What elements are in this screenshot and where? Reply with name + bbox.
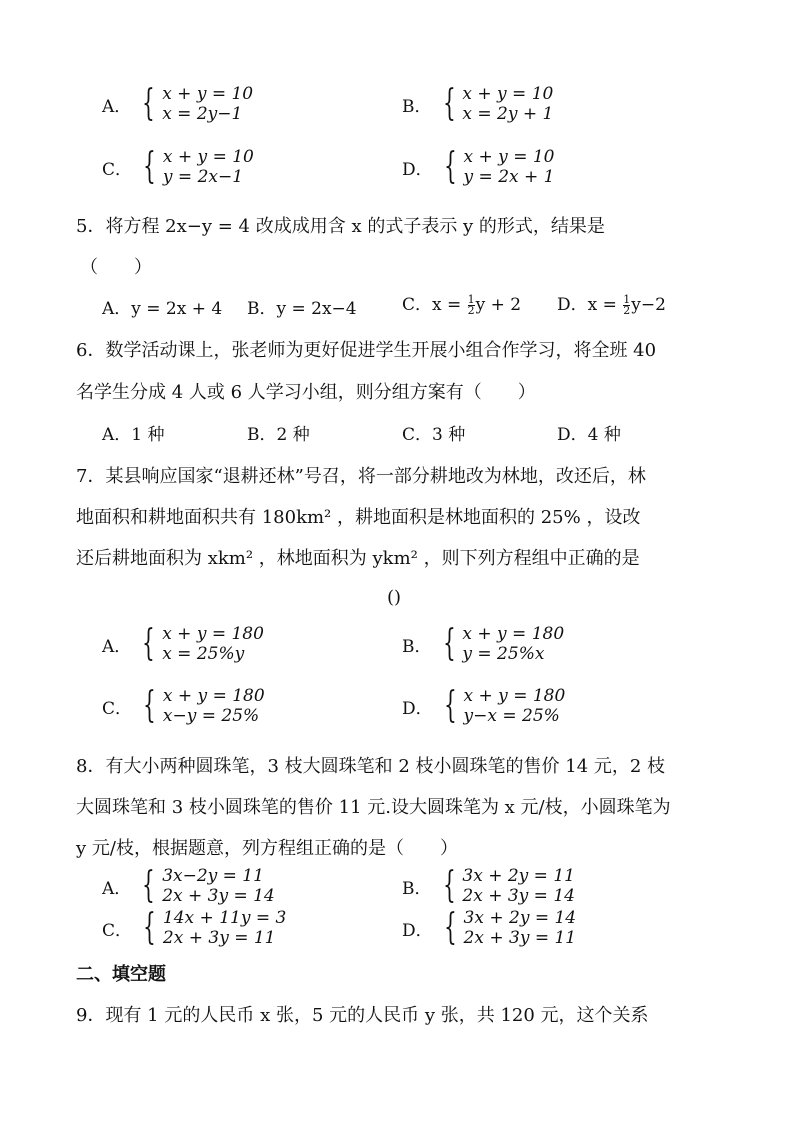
equation: 2x + 3y = 11 xyxy=(162,928,276,948)
equation: x + y = 180 xyxy=(462,624,565,644)
brace: { xyxy=(142,623,156,664)
equation-system xyxy=(462,624,564,664)
q7-option-d xyxy=(402,686,565,726)
option-label: C． xyxy=(102,920,133,941)
option-label: B． xyxy=(402,878,432,899)
option-label: A． xyxy=(102,878,132,899)
brace: { xyxy=(442,83,456,124)
q7-answer-paren: () xyxy=(387,587,402,608)
q8-option-d xyxy=(402,908,576,948)
equation: x−y = 25% xyxy=(162,706,260,726)
brace: { xyxy=(442,865,456,906)
q7-stem-line-1: 7．某县响应国家“退耕还林”号召，将一部分耕地改为林地，改还后，林 xyxy=(76,466,646,487)
q6-stem-line-1: 6．数学活动课上，张老师为更好促进学生开展小组合作学习，将全班 40 xyxy=(76,340,657,361)
q6-stem-line-2: 名学生分成 4 人或 6 人学习小组，则分组方案有（ ） xyxy=(76,382,536,403)
q5-option-b: B．y = 2x−4 xyxy=(247,299,357,319)
brace: { xyxy=(143,685,156,726)
equation: 14x + 11y = 3 xyxy=(162,908,287,928)
denominator: 2 xyxy=(623,304,631,317)
equation-system xyxy=(462,866,575,906)
equation: x = 25%y xyxy=(162,644,245,664)
q5-stem-line-1: 5．将方程 2x−y = 4 改成成用含 x 的式子表示 y 的形式，结果是 xyxy=(76,216,605,237)
q8-option-c xyxy=(102,908,286,948)
q5-option-c xyxy=(402,290,521,316)
denominator: 2 xyxy=(467,304,475,317)
q7-stem-line-3: 还后耕地面积为 xkm² ，林地面积为 ykm² ，则下列方程组中正确的是 xyxy=(76,548,640,569)
option-label: C． xyxy=(102,698,133,719)
q6-option-c: C．3 种 xyxy=(402,425,466,445)
numerator: 1 xyxy=(623,293,631,306)
option-label: D． xyxy=(402,698,433,719)
q7-option-a xyxy=(102,624,264,664)
q7-option-b xyxy=(402,624,564,664)
equation-system xyxy=(464,908,577,948)
q7-option-c xyxy=(102,686,265,726)
equation: x + y = 10 xyxy=(462,84,554,104)
equation: 3x + 2y = 14 xyxy=(463,908,577,928)
equation-system xyxy=(464,147,555,187)
equation: x + y = 180 xyxy=(162,686,265,706)
equation: 2x + 3y = 14 xyxy=(462,886,575,906)
equation-system xyxy=(162,84,253,124)
q4-option-d xyxy=(402,147,554,187)
q8-option-a xyxy=(102,866,275,906)
fraction xyxy=(468,295,475,316)
equation-system xyxy=(163,686,265,726)
brace: { xyxy=(443,685,457,726)
q9-stem-line-1: 9．现有 1 元的人民币 x 张，5 元的人民币 y 张，共 120 元，这个关系 xyxy=(76,1005,649,1026)
equation: y = 2x−1 xyxy=(162,167,244,187)
equation: x + y = 180 xyxy=(463,686,566,706)
option-label: A． xyxy=(102,96,132,117)
q8-stem-line-1: 8．有大小两种圆珠笔，3 枝大圆珠笔和 2 枝小圆珠笔的售价 14 元，2 枝 xyxy=(76,756,666,777)
fraction xyxy=(623,295,630,316)
equation: x + y = 10 xyxy=(463,147,555,167)
q5-option-d xyxy=(557,290,666,316)
q4-option-c xyxy=(102,147,254,187)
brace: { xyxy=(443,146,457,187)
option-label: A． xyxy=(102,636,132,657)
equation: 2x + 3y = 11 xyxy=(463,928,577,948)
brace: { xyxy=(142,83,156,124)
brace: { xyxy=(142,865,156,906)
equation-system xyxy=(162,624,264,664)
option-label: D． xyxy=(402,920,433,941)
equation: x + y = 10 xyxy=(162,147,254,167)
q7-stem-line-2: 地面积和耕地面积共有 180km² ，耕地面积是林地面积的 25% ，设改 xyxy=(76,507,641,528)
brace: { xyxy=(143,907,156,948)
q6-option-b: B．2 种 xyxy=(247,425,310,445)
q4-option-b xyxy=(402,84,553,124)
q5-stem-line-2: （ ） xyxy=(80,257,152,278)
option-text: y + 2 xyxy=(475,295,522,315)
equation: y = 25%x xyxy=(462,644,545,664)
equation-system xyxy=(162,866,275,906)
equation-system xyxy=(464,686,566,726)
numerator: 1 xyxy=(467,293,475,306)
option-label: D． xyxy=(402,159,433,180)
brace: { xyxy=(442,623,456,664)
option-text: y−2 xyxy=(631,295,666,315)
q4-option-a xyxy=(102,84,253,124)
option-label: C． xyxy=(102,159,133,180)
equation: 3x + 2y = 11 xyxy=(462,866,575,886)
q6-option-a: A．1 种 xyxy=(102,425,165,445)
equation-system xyxy=(462,84,553,124)
equation: x + y = 10 xyxy=(162,84,254,104)
equation: y = 2x + 1 xyxy=(463,167,555,187)
q8-option-b xyxy=(402,866,575,906)
option-text: D．x = xyxy=(557,295,617,315)
equation: 3x−2y = 11 xyxy=(162,866,264,886)
option-label: B． xyxy=(402,636,432,657)
brace: { xyxy=(143,146,156,187)
equation: x + y = 180 xyxy=(162,624,264,644)
q6-option-d: D．4 种 xyxy=(557,425,621,445)
equation: 2x + 3y = 14 xyxy=(162,886,275,906)
equation-system xyxy=(163,147,254,187)
equation: x = 2y + 1 xyxy=(462,104,554,124)
option-text: C．x = xyxy=(402,295,462,315)
equation-system xyxy=(163,908,286,948)
brace: { xyxy=(443,907,457,948)
q8-stem-line-3: y 元/枝，根据题意，列方程组正确的是（ ） xyxy=(76,838,458,859)
q8-stem-line-2: 大圆珠笔和 3 枝小圆珠笔的售价 11 元.设大圆珠笔为 x 元/枝，小圆珠笔为 xyxy=(76,797,671,818)
equation: x = 2y−1 xyxy=(162,104,243,124)
option-label: B． xyxy=(402,96,432,117)
section-heading: 二、填空题 xyxy=(76,964,166,985)
equation: y−x = 25% xyxy=(463,706,560,726)
q5-option-a: A．y = 2x + 4 xyxy=(102,299,223,319)
